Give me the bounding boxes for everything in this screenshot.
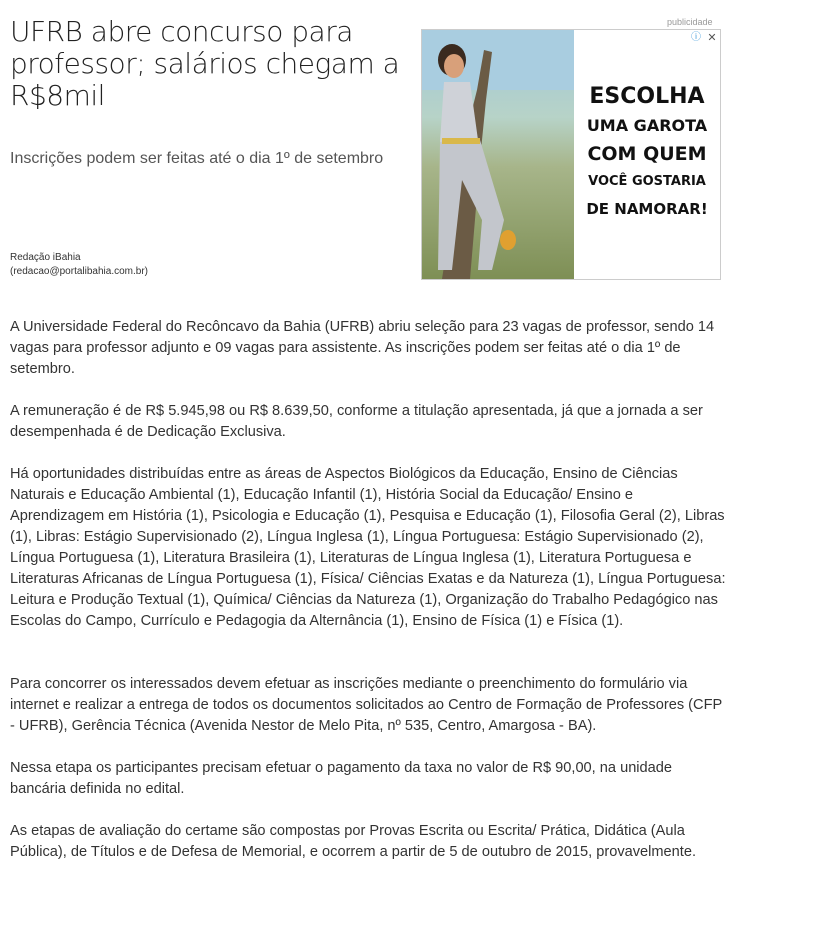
byline [10, 251, 148, 279]
ad-label: publicidade [667, 17, 713, 27]
article-paragraph: A Universidade Federal do Recôncavo da Bahia (UFRB) abriu seleção para 23 vagas de professor, sendo 14 vagas para professor adjunto e 09 vagas para assistente. As inscrições podem ser feitas até o dia 1º de setembro. [10, 319, 715, 377]
ad-line-2: UMA GAROTA [586, 116, 708, 135]
article-subtitle: Inscrições podem ser feitas até o dia 1º de setembro [10, 150, 384, 167]
byline-author: Redação iBahia [10, 252, 81, 263]
ad-copy[interactable] [574, 82, 720, 222]
ad-line-4: VOCÊ GOSTARIA [588, 174, 706, 189]
ad-line-3: COM QUEM [587, 143, 707, 165]
ad-photo-illustration [422, 30, 574, 279]
article-paragraph: As etapas de avaliação do certame são compostas por Provas Escrita ou Escrita/ Prática, Didática (Aula Pública), de Títulos e de Defesa de Memorial, e ocorrem a partir de 5 de outubro de 2015, provavelmente. [10, 823, 697, 860]
byline-email: (redacao@portalibahia.com.br) [10, 266, 148, 277]
article-headline: UFRB abre concurso para professor; salários chegam a R$8mil [10, 15, 400, 112]
advertisement[interactable] [421, 29, 721, 280]
ad-line-5: DE NAMORAR! [586, 200, 708, 218]
ad-controls [689, 31, 719, 45]
article-paragraph: Para concorrer os interessados devem efetuar as inscrições mediante o preenchimento do formulário via internet e realizar a entrega de todos os documentos solicitados ao Centro de Formação de Professores (CFP - UFRB), Gerência Técnica (Avenida Nestor de Melo Pita, nº 535, Centro, Amargosa - BA). [10, 676, 722, 734]
ad-line-1: ESCOLHA [589, 84, 705, 109]
article-paragraph: Nessa etapa os participantes precisam efetuar o pagamento da taxa no valor de R$ 90,00, na unidade bancária definida no edital. [10, 760, 673, 797]
close-icon[interactable]: ✕ [705, 31, 719, 45]
ad-photo[interactable] [422, 30, 574, 279]
article-body [10, 317, 730, 884]
article-paragraph: Há oportunidades distribuídas entre as áreas de Aspectos Biológicos da Educação, Ensino de Ciências Naturais e Educação Ambiental (1), Educação Infantil (1), História Social da Educação/ Ensino e Aprendizagem em História (1), Psicologia e Educação (1), Pesquisa e Educação (1), Filosofia Geral (2), Libras (1), Libras: Estágio Supervisionado (2), Língua Inglesa (1), Língua Portuguesa: Estágio Supervisionado (2), Língua Portuguesa (1), Literatura Brasileira (1), Literaturas de Língua Inglesa (1), Literatura Portuguesa e Literaturas Africanas de Língua Portuguesa (1), Física/ Ciências Exatas e da Natureza (1), Língua Portuguesa: Leitura e Produção Textual (1), Química/ Ciências da Natureza (1), Organização do Trabalho Pedagógico nas Escolas do Campo, Currículo e Pedagogia da Alternância (1), Ensino de Física (1) e Física (1). [10, 466, 726, 629]
info-icon[interactable]: ⓘ [691, 32, 701, 43]
article-paragraph: A remuneração é de R$ 5.945,98 ou R$ 8.639,50, conforme a titulação apresentada, já que a jornada a ser desempenhada é de Dedicação Exclusiva. [10, 403, 703, 440]
